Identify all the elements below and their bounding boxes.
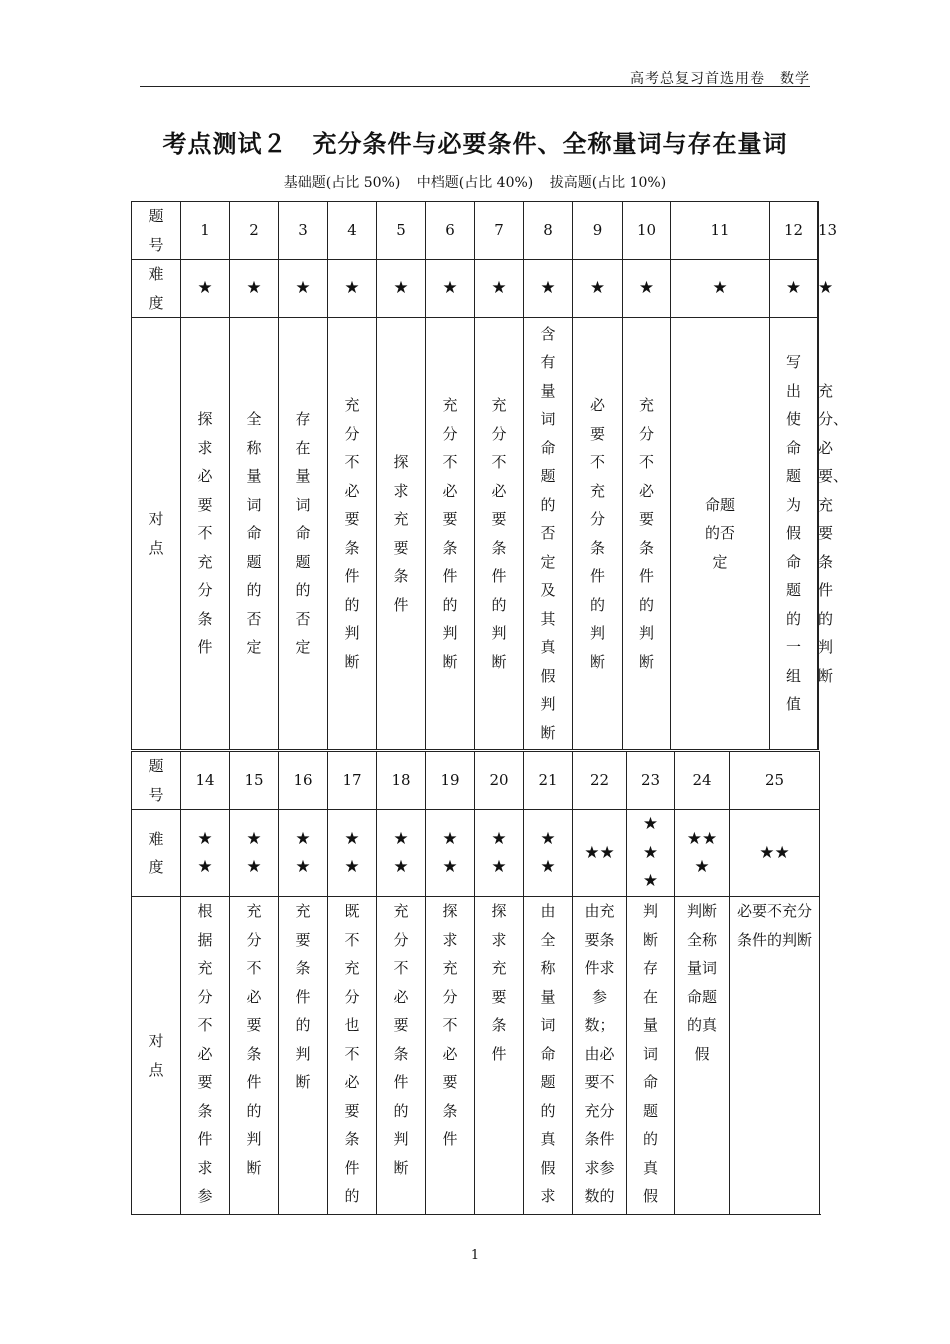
topic-cell: 含有量词命题的否定及其真假判断 [524,318,573,750]
difficulty-stars: ★★ [328,810,377,897]
topic-cell: 充分不必要条件的判断 [377,897,426,1215]
topic-cell: 由全称量词命题的真假求 [524,897,573,1215]
question-number: 15 [230,752,279,810]
difficulty-stars: ★ [770,260,818,318]
difficulty-row [132,810,820,897]
question-number: 11 [671,202,770,260]
difficulty-ratio-line [0,172,950,192]
difficulty-stars: ★★ [426,810,475,897]
topic-table-2 [131,751,820,1215]
question-number: 23 [627,752,675,810]
topic-cell: 写出使命题为假命题的一组值 [770,318,818,750]
running-header: 高考总复习首选用卷 数学 [630,71,810,87]
topic-cell: 充分不必要条件的判断 [623,318,671,750]
topic-cell: 充要条件的判断 [279,897,328,1215]
row-label-difficulty: 难度 [132,260,181,318]
topic-cell: 充分、必要、充要条件的判断 [818,318,819,750]
topic-table-1 [131,201,849,750]
topic-cell: 充分不必要条件的判断 [426,318,475,750]
page-number: 1 [470,1248,480,1263]
question-number: 18 [377,752,426,810]
medium-ratio: 中档题(占比 40%) [416,175,534,191]
question-number: 17 [328,752,377,810]
number-row [132,202,819,260]
question-number: 9 [573,202,623,260]
difficulty-stars: ★ [377,260,426,318]
difficulty-stars: ★ [573,260,623,318]
difficulty-stars: ★ [279,260,328,318]
question-number: 1 [181,202,230,260]
difficulty-stars: ★★ [524,810,573,897]
point-row [132,897,820,1215]
difficulty-row [132,260,819,318]
question-number: 4 [328,202,377,260]
question-number: 14 [181,752,230,810]
difficulty-stars: ★ [524,260,573,318]
question-number: 24 [675,752,730,810]
hard-ratio: 拔高题(占比 10%) [549,175,667,191]
question-number: 19 [426,752,475,810]
difficulty-stars: ★ [671,260,770,318]
point-row [132,318,819,750]
topic-cell: 根据充分不必要条件求参 [181,897,230,1215]
topic-cell: 命题的否定 [671,318,770,750]
question-number: 16 [279,752,328,810]
difficulty-stars: ★★ [475,810,524,897]
difficulty-stars: ★★ [377,810,426,897]
topic-cell: 探求必要不充分条件 [181,318,230,750]
row-label-number: 题号 [132,752,181,810]
question-number: 25 [730,752,820,810]
difficulty-stars: ★ [818,260,819,318]
difficulty-stars: ★★ [279,810,328,897]
difficulty-stars: ★ [475,260,524,318]
question-number: 8 [524,202,573,260]
difficulty-stars: ★★ [230,810,279,897]
topic-cell: 存在量词命题的否定 [279,318,328,750]
row-label-number: 题号 [132,202,181,260]
question-number: 7 [475,202,524,260]
row-label-difficulty: 难度 [132,810,181,897]
difficulty-stars: ★ [181,260,230,318]
question-number: 10 [623,202,671,260]
topic-cell: 探求充要条件 [475,897,524,1215]
difficulty-stars: ★★★ [627,810,675,897]
basic-ratio: 基础题(占比 50%) [283,175,401,191]
topic-cell: 充分不必要条件的判断 [328,318,377,750]
question-number: 21 [524,752,573,810]
topic-cell: 既不充分也不必要条件的 [328,897,377,1215]
difficulty-stars: ★★ [573,810,627,897]
topic-cell: 判断全称量词命题的真假 [675,897,730,1215]
topic-cell: 探求充要条件 [377,318,426,750]
question-number: 2 [230,202,279,260]
topic-cell: 判断存在量词命题的真假 [627,897,675,1215]
topic-cell: 全称量词命题的否定 [230,318,279,750]
topic-cell: 充分不必要条件的判断 [475,318,524,750]
difficulty-stars: ★ [230,260,279,318]
difficulty-stars: ★ [623,260,671,318]
row-label-point: 对点 [132,897,181,1215]
question-number: 20 [475,752,524,810]
page-title: 考点测试２ 充分条件与必要条件、全称量词与存在量词 [162,130,788,158]
question-number: 3 [279,202,328,260]
topic-cell: 必要不充分条件的判断 [730,897,820,1215]
question-number: 12 [770,202,818,260]
difficulty-stars: ★★★ [675,810,730,897]
topic-cell: 必要不充分条件的判断 [573,318,623,750]
question-number: 13 [818,202,819,260]
question-number: 22 [573,752,627,810]
difficulty-stars: ★ [426,260,475,318]
question-number: 5 [377,202,426,260]
row-label-point: 对点 [132,318,181,750]
topic-cell: 由充要条件求参数；由必要不充分条件求参数的 [573,897,627,1215]
topic-cell: 探求充分不必要条件 [426,897,475,1215]
topic-cell: 充分不必要条件的判断 [230,897,279,1215]
number-row [132,752,820,810]
difficulty-stars: ★ [328,260,377,318]
question-number: 6 [426,202,475,260]
header-rule [140,86,810,87]
difficulty-stars: ★★ [730,810,820,897]
difficulty-stars: ★★ [181,810,230,897]
